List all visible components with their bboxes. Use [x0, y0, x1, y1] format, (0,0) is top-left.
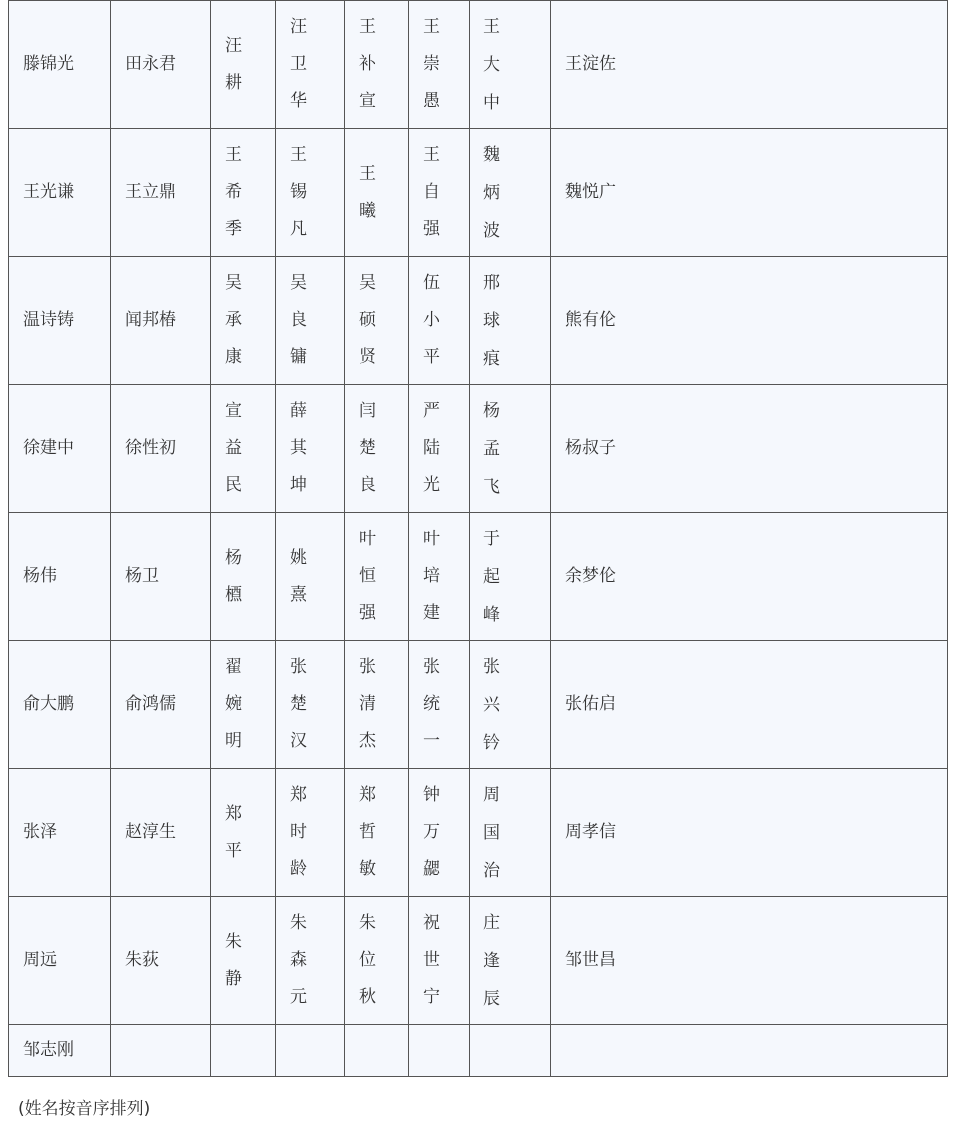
name-cell: [276, 257, 345, 385]
name-text: 滕锦光: [23, 54, 74, 74]
name-cell: [211, 1025, 276, 1077]
name-text: 王希季: [225, 145, 242, 239]
name-text: 徐性初: [125, 438, 176, 458]
name-cell: [111, 641, 211, 769]
name-cell: [470, 1025, 551, 1077]
name-cell: [470, 769, 551, 897]
name-cell: [276, 513, 345, 641]
name-text: 杨叔子: [565, 438, 616, 458]
name-text: 汪耕: [225, 35, 242, 93]
name-text: 朱荻: [125, 950, 159, 970]
name-text: 温诗铸: [23, 310, 74, 330]
name-cell: [9, 1, 111, 129]
name-table: [8, 0, 948, 1077]
name-cell: [211, 897, 276, 1025]
name-cell: [276, 641, 345, 769]
name-cell: [551, 513, 948, 641]
name-text: 王光谦: [23, 182, 74, 202]
name-text: 邹世昌: [565, 950, 616, 970]
name-text: 王自强: [423, 145, 440, 239]
table-row: [9, 385, 948, 513]
name-text: 张楚汉: [290, 657, 307, 751]
name-cell: [470, 641, 551, 769]
name-text: 周远: [23, 950, 57, 970]
name-text: 杨卫: [125, 566, 159, 586]
name-cell: [9, 641, 111, 769]
name-cell: [409, 1025, 470, 1077]
name-cell: [345, 1025, 409, 1077]
table-row: [9, 897, 948, 1025]
name-cell: [276, 385, 345, 513]
name-cell: [9, 897, 111, 1025]
name-cell: [276, 129, 345, 257]
name-cell: [345, 513, 409, 641]
name-cell: [551, 641, 948, 769]
name-text: 王锡凡: [290, 145, 307, 239]
name-text: 吴硕贤: [359, 273, 376, 367]
name-cell: [111, 769, 211, 897]
name-cell: [551, 1, 948, 129]
name-text: 叶培建: [423, 529, 440, 623]
name-cell: [111, 897, 211, 1025]
name-text: 俞鸿儒: [125, 694, 176, 714]
name-text: 朱位秋: [359, 913, 376, 1007]
name-text: 于起峰: [483, 528, 514, 625]
table-row: [9, 769, 948, 897]
name-cell: [470, 129, 551, 257]
name-text: 祝世宁: [423, 913, 440, 1007]
name-text: 周国治: [483, 784, 514, 881]
name-cell: [276, 1025, 345, 1077]
name-text: 闫楚良: [359, 401, 376, 495]
name-cell: [211, 257, 276, 385]
table-row: [9, 129, 948, 257]
name-text: 张泽: [23, 822, 57, 842]
name-text: 杨槱: [225, 547, 242, 605]
name-cell: [9, 129, 111, 257]
name-cell: [409, 385, 470, 513]
name-cell: [9, 257, 111, 385]
name-text: 叶恒强: [359, 529, 376, 623]
name-cell: [9, 1025, 111, 1077]
name-text: 伍小平: [423, 273, 440, 367]
name-cell: [551, 257, 948, 385]
name-text: 杨孟飞: [483, 400, 514, 497]
name-cell: [111, 257, 211, 385]
name-text: 张兴钤: [483, 656, 514, 753]
name-text: 王淀佐: [565, 54, 616, 74]
name-text: 杨伟: [23, 566, 57, 586]
name-text: 赵淳生: [125, 822, 176, 842]
name-cell: [551, 897, 948, 1025]
name-cell: [345, 385, 409, 513]
name-cell: [551, 769, 948, 897]
name-text: 俞大鹏: [23, 694, 74, 714]
name-cell: [345, 257, 409, 385]
name-text: 魏悦广: [565, 182, 616, 202]
name-text: 郑哲敏: [359, 785, 376, 879]
name-cell: [409, 897, 470, 1025]
name-cell: [409, 257, 470, 385]
name-text: 吴良镛: [290, 273, 307, 367]
name-cell: [276, 1, 345, 129]
name-text: 薛其坤: [290, 401, 307, 495]
name-cell: [409, 641, 470, 769]
name-text: 汪卫华: [290, 17, 307, 111]
name-text: 翟婉明: [225, 657, 242, 751]
name-text: 邢球痕: [483, 272, 514, 369]
name-cell: [551, 1025, 948, 1077]
name-text: 张统一: [423, 657, 440, 751]
name-text: 周孝信: [565, 822, 616, 842]
name-cell: [470, 513, 551, 641]
name-text: 庄逢辰: [483, 912, 514, 1009]
name-text: 王崇愚: [423, 17, 440, 111]
name-cell: [345, 641, 409, 769]
name-text: 郑平: [225, 803, 242, 861]
name-cell: [470, 257, 551, 385]
name-cell: [551, 385, 948, 513]
name-text: 徐建中: [23, 438, 74, 458]
name-cell: [211, 129, 276, 257]
name-text: 朱静: [225, 931, 242, 989]
table-row: [9, 257, 948, 385]
name-text: 田永君: [125, 54, 176, 74]
name-text: 宣益民: [225, 401, 242, 495]
name-cell: [111, 129, 211, 257]
table-row: [9, 641, 948, 769]
name-cell: [345, 897, 409, 1025]
name-text: 邹志刚: [23, 1040, 74, 1060]
name-cell: [409, 769, 470, 897]
name-cell: [409, 513, 470, 641]
name-cell: [345, 129, 409, 257]
name-text: 闻邦椿: [125, 310, 176, 330]
name-cell: [211, 385, 276, 513]
table-row: [9, 513, 948, 641]
name-cell: [111, 1, 211, 129]
name-cell: [470, 1, 551, 129]
name-cell: [111, 513, 211, 641]
name-cell: [9, 513, 111, 641]
name-text: 魏炳波: [483, 144, 514, 241]
name-text: 王曦: [359, 163, 376, 221]
name-text: 张佑启: [565, 694, 616, 714]
name-cell: [111, 385, 211, 513]
name-cell: [409, 1, 470, 129]
name-cell: [551, 129, 948, 257]
table-row: [9, 1025, 948, 1077]
name-cell: [111, 1025, 211, 1077]
name-text: 严陆光: [423, 401, 440, 495]
name-text: 姚熹: [290, 547, 307, 605]
name-text: 吴承康: [225, 273, 242, 367]
name-text: 钟万勰: [423, 785, 440, 879]
name-cell: [470, 897, 551, 1025]
name-text: 熊有伦: [565, 310, 616, 330]
name-cell: [211, 641, 276, 769]
name-cell: [345, 769, 409, 897]
name-text: 张清杰: [359, 657, 376, 751]
name-cell: [9, 769, 111, 897]
name-text: 朱森元: [290, 913, 307, 1007]
name-text: 郑时龄: [290, 785, 307, 879]
name-text: 王大中: [483, 16, 514, 113]
name-text: 王立鼎: [125, 182, 176, 202]
footnote: (姓名按音序排列): [18, 1099, 151, 1119]
name-cell: [470, 385, 551, 513]
name-cell: [409, 129, 470, 257]
name-cell: [211, 769, 276, 897]
name-cell: [9, 385, 111, 513]
name-text: 王补宣: [359, 17, 376, 111]
name-cell: [276, 769, 345, 897]
name-cell: [345, 1, 409, 129]
name-cell: [276, 897, 345, 1025]
name-text: 余梦伦: [565, 566, 616, 586]
name-cell: [211, 1, 276, 129]
table-row: [9, 1, 948, 129]
name-cell: [211, 513, 276, 641]
